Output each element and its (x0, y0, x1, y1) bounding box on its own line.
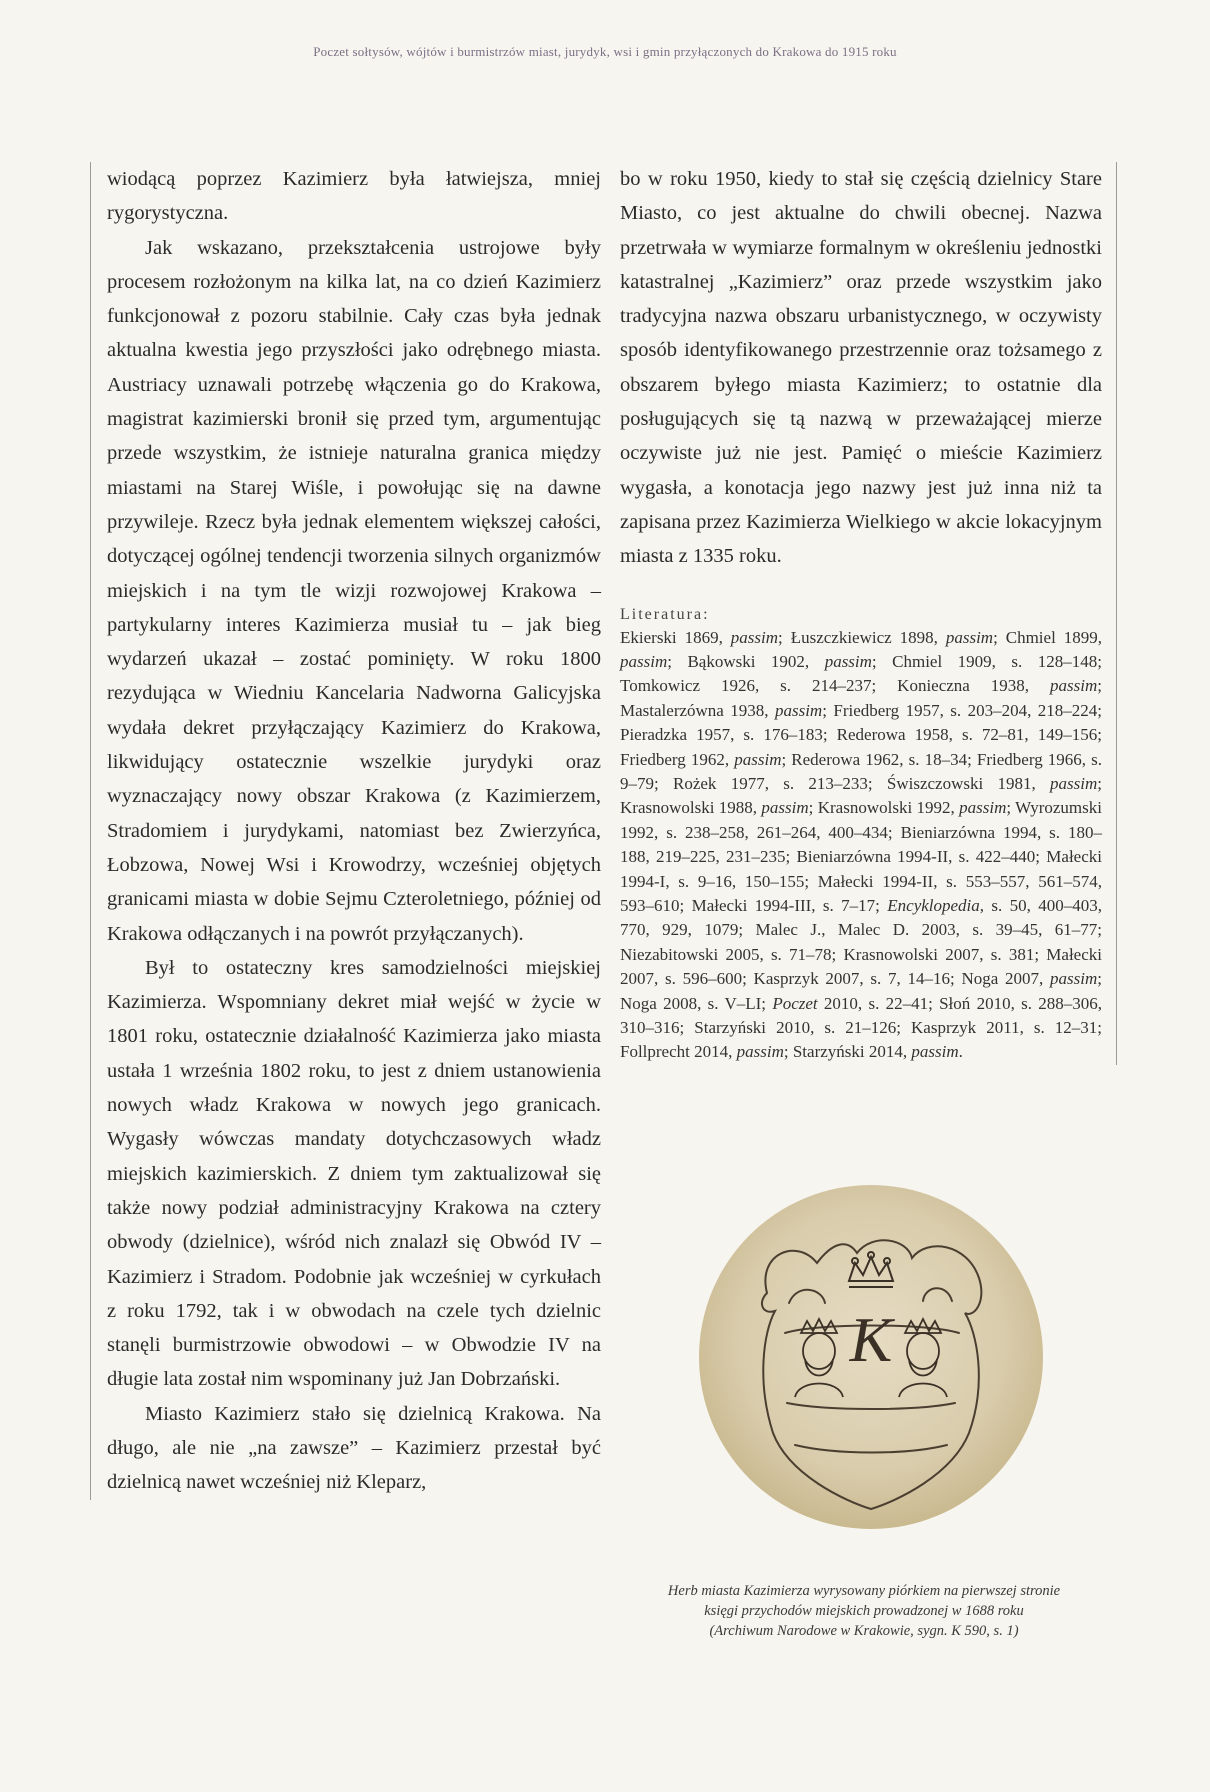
literature-segment: ; Krasnowolski 1988, (620, 774, 1102, 818)
literature-segment: passim (734, 749, 782, 769)
paragraph: wiodącą poprzez Kazimierz była łatwiejsza, mniej rygorystyczna. (107, 168, 601, 225)
literature-segment: passim (945, 627, 994, 647)
literature-list (620, 626, 1102, 1065)
literature-segment: passim (736, 1042, 784, 1062)
literature-segment: ; Krasnowolski 1992, (808, 798, 960, 818)
paragraph: Był to ostateczny kres samodzielności miejskiej Kazimierza. Wspomniany dekret miał wejść w życie w 1801 roku, ostatecznie działalność Kazimierza jako miasta ustała 1 września 1802 roku, to jest z dniem ustanowienia nowych władz Krakowa w nowych jego granicach. Wygasły wówczas mandaty dotychczasowych władz miejskich kazimierskich. Z dniem tym zaktualizował się także nowy podział administracyjny Krakowa na cztery obwody (dzielnice), wśród nich znalazł się Obwód IV – Kazimierz i Stradom. Podobnie jak wcześniej w cyrkułach z roku 1792, tak i w obwodach na czele tych dzielnic stanęli burmistrzowie obwodowi – w Obwodzie IV na długie lata został nim wspominany już Jan Dobrzański. (107, 956, 601, 1391)
literature-segment: Ekierski 1869, (620, 627, 731, 647)
literature-segment: ; Bąkowski 1902, (667, 651, 825, 671)
literature-segment: ; Chmiel 1899, (993, 627, 1102, 647)
literature-segment: Poczet (772, 993, 818, 1013)
literature-segment: passim (730, 627, 779, 647)
crest-illustration (697, 1183, 1045, 1531)
literature-segment: passim (620, 651, 668, 671)
literature-segment: passim (761, 798, 809, 818)
paragraph: Jak wskazano, przekształcenia ustrojowe były procesem rozłożonym na kilka lat, na co dzień Kazimierz funkcjonował z pozoru stabilnie. Cały czas była jednak aktualna kwestia jego przyszłości jako odrębnego miasta. Austriacy uznawali potrzebę włączenia go do Krakowa, magistrat kazimierski bronił się przed tym, argumentując przede wszystkim, że istnieje naturalna granica między miastami na Starej Wiśle, i powołując się na dawne przywileje. Rzecz była jednak elementem większej całości, dotyczącej ogólnej tendencji tworzenia silnych organizmów miejskich i na tym tle wizji rozwojowej Krakowa – partykularny interes Kazimierza musiał tu – jak bieg wydarzeń ukazał – zostać pominięty. W roku 1800 rezydująca w Wiedniu Kancelaria Nadworna Galicyjska wydała dekret przyłączający Kazimierz do Krakowa, likwidujący ostatecznie wszelkie jurydyki oraz wyznaczający nowy obszar Krakowa (z Kazimierzem, Stradomiem i jurydykami, natomiast bez Zwierzyńca, Łobzowa, Nowej Wsi i Krowodrzy, wcześniej objętych granicami miasta w dobie Sejmu Czteroletniego, później od Krakowa odłączanych i na powrót przyłączanych). (107, 236, 601, 945)
literature-segment: passim (774, 700, 823, 720)
literature-segment: ; Chmiel 1909, s. 128–148; Tomkowicz 1926, s. 214–237; Konieczna 1938, (620, 651, 1102, 696)
literature-segment: ; Wyrozumski 1992, s. 238–258, 261–264, 400–434; Bieniarzówna 1994, s. 180–188, 219–225, 231–235; Bieniarzówna 1994-II, s. 422–440; Małecki 1994-I, s. 9–16, 150–155; Małecki 1994-II, s. 553–557, 561–574, 593–610; Małecki 1994-III, s. 7–17; (620, 798, 1102, 916)
right-text-column (620, 162, 1117, 1065)
crest-letter: K (849, 1304, 893, 1375)
caption-line: Herb miasta Kazimierza wyrysowany piórkiem na pierwszej stronie (667, 1583, 1061, 1599)
literature-segment: passim (959, 798, 1007, 818)
literature-segment: , s. 50, 400–403, 770, 929, 1079; Malec J., Malec D. 2003, s. 39–45, 61–77; Niezabitowski 2005, s. 71–78; Krasnowolski 2007, s. 381; Małecki 2007, s. 596–600; Kasprzyk 2007, s. 7, 14–16; Noga 2007, (620, 896, 1103, 989)
figure-caption (624, 1581, 1104, 1641)
literature-segment: passim (911, 1042, 959, 1062)
literature-segment: passim (1050, 774, 1098, 793)
literature-segment: Encyklopedia (887, 896, 980, 916)
running-header: Poczet sołtysów, wójtów i burmistrzów miast, jurydyk, wsi i gmin przyłączonych do Krakowa do 1915 roku (313, 44, 897, 59)
literature-segment: passim (824, 651, 872, 671)
left-text-column (90, 162, 601, 1500)
literature-segment: passim (1050, 676, 1098, 696)
paragraph: Miasto Kazimierz stało się dzielnicą Krakowa. Na długo, ale nie „na zawsze” – Kazimierz przestał być dzielnicą nawet wcześniej niż Kleparz, (107, 1402, 601, 1494)
literature-segment: ; Starzyński 2014, (783, 1042, 912, 1062)
caption-line: (Archiwum Narodowe w Krakowie, sygn. K 590, s. 1) (709, 1623, 1019, 1639)
literature-segment: ; Łuszczkiewicz 1898, (778, 627, 946, 647)
literature-heading: Literatura: (620, 605, 710, 623)
literature-segment: passim (1050, 969, 1098, 989)
literature-segment: 2010, s. 22–41; Słoń 2010, s. 288–306, 310–316; Starzyński 2010, s. 21–126; Kasprzyk 2011, s. 12–31; Follprecht 2014, (620, 993, 1102, 1062)
caption-line: księgi przychodów miejskich prowadzonej w 1688 roku (704, 1603, 1024, 1619)
literature-segment: ; Rederowa 1962, s. 18–34; Friedberg 1966, s. 9–79; Rożek 1977, s. 213–233; Świszczowski 1981, (620, 749, 1102, 793)
literature-segment: . (958, 1042, 963, 1062)
literature-segment: ; Friedberg 1957, s. 203–204, 218–224; Pieradzka 1957, s. 176–183; Rederowa 1958, s. 72–81, 149–156; Friedberg 1962, (620, 700, 1102, 769)
literature-segment: ; Noga 2008, s. V–LI; (620, 969, 1102, 1013)
literature-segment: ; Mastalerzówna 1938, (620, 676, 1102, 720)
paragraph: bo w roku 1950, kiedy to stał się częścią dzielnicy Stare Miasto, co jest aktualne do chwili obecnej. Nazwa przetrwała w wymiarze formalnym w określeniu jednostki katastralnej „Kazimierz” oraz przede wszystkim jako tradycyjna nazwa obszaru urbanistycznego, w oczywisty sposób identyfikowanego przestrzennie oraz tożsamego z obszarem byłego miasta Kazimierz; to ostatnie dla posługujących się tą nazwą w przeważającej mierze oczywiste już nie jest. Pamięć o mieście Kazimierz wygasła, a konotacja jego nazwy jest już inna niż ta zapisana przez Kazimierza Wielkiego w akcie lokacyjnym miasta z 1335 roku. (620, 168, 1102, 568)
